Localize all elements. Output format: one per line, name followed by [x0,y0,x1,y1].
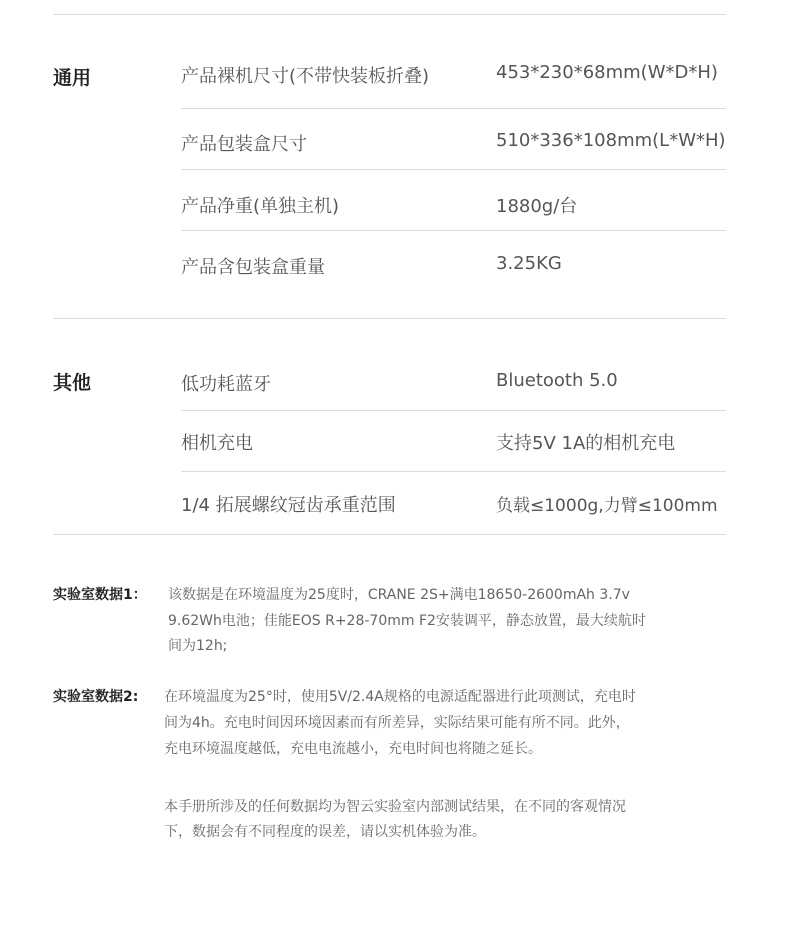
spec-value: 3.25KG [496,253,562,274]
disclaimer-line: 下，数据会有不同程度的误差，请以实机体验为准。 [164,824,486,840]
spec-value: 510*336*108mm(L*W*H) [496,130,726,151]
spec-label: 产品含包装盒重量 [181,257,325,278]
row-divider [181,471,726,472]
note-heading: 实验室数据1： [53,587,147,603]
spec-value: 453*230*68mm(W*D*H) [496,62,718,83]
section-divider [53,318,726,319]
note-line: 间为4h。充电时间因环境因素而有所差异，实际结果可能有所不同。此外， [164,715,630,731]
note-line: 9.62Wh电池；佳能EOS R+28-70mm F2安装调平，静态放置，最大续航时 [168,613,646,629]
section-divider [53,534,726,535]
spec-label: 1/4 拓展螺纹冠齿承重范围 [181,495,396,516]
spec-value: 1880g/台 [496,196,578,217]
section-title: 通用 [53,67,92,89]
spec-label: 产品净重(单独主机) [181,196,340,217]
disclaimer-line: 本手册所涉及的任何数据均为智云实验室内部测试结果，在不同的客观情况 [164,799,626,815]
spec-value: Bluetooth 5.0 [496,370,618,391]
row-divider [181,108,726,109]
spec-value: 支持5V 1A的相机充电 [496,433,676,454]
note-line: 在环境温度为25°时，使用5V/2.4A规格的电源适配器进行此项测试，充电时 [164,689,636,705]
section-title: 其他 [53,372,92,394]
row-divider [181,230,726,231]
spec-label: 产品包装盒尺寸 [181,134,307,155]
top-divider [53,14,726,15]
spec-label: 相机充电 [181,433,253,454]
row-divider [181,410,726,411]
spec-value: 负载≤1000g,力臂≤100mm [496,496,718,516]
spec-label: 低功耗蓝牙 [181,374,271,395]
note-line: 该数据是在环境温度为25度时，CRANE 2S+满电18650-2600mAh 3.7v [168,587,630,603]
row-divider [181,169,726,170]
spec-label: 产品裸机尺寸(不带快装板折叠) [181,66,430,87]
note-heading: 实验室数据2: [53,689,139,705]
note-line: 充电环境温度越低，充电电流越小，充电时间也将随之延长。 [164,741,542,757]
note-line: 间为12h; [168,638,228,654]
